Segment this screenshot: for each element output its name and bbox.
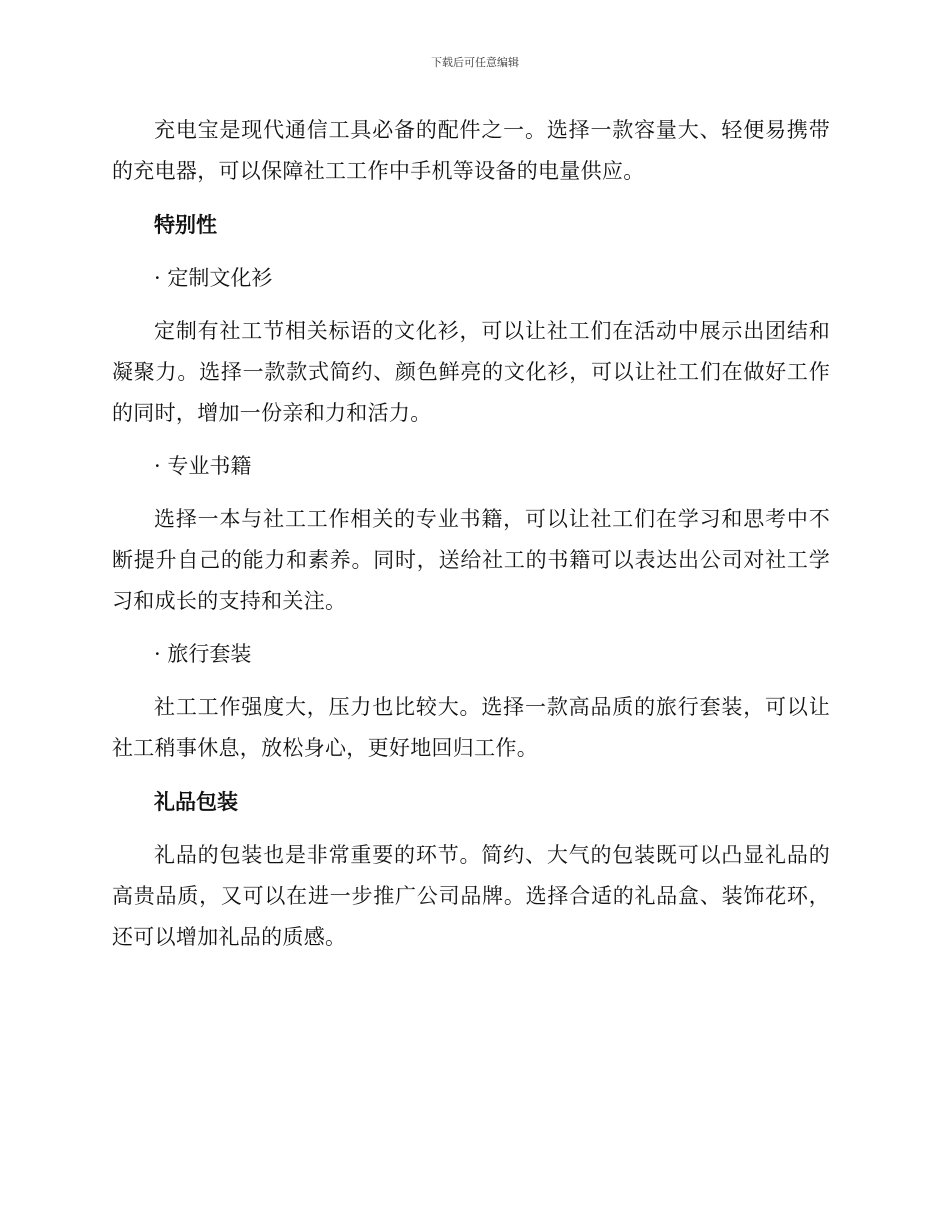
document-body bbox=[112, 110, 830, 958]
paragraph-packaging: 礼品的包装也是非常重要的环节。简约、大气的包装既可以凸显礼品的高贵品质，又可以在进一步推广公司品牌。选择合适的礼品盒、装饰花环，还可以增加礼品的质感。 bbox=[112, 843, 830, 949]
bullet-culture-shirt: · 定制文化衫 bbox=[154, 266, 273, 290]
paragraph-culture-shirt: 定制有社工节相关标语的文化衫，可以让社工们在活动中展示出团结和凝聚力。选择一款款式简约、颜色鲜亮的文化衫，可以让社工们在做好工作的同时，增加一份亲和力和活力。 bbox=[112, 319, 830, 425]
section-heading-packaging: 礼品包装 bbox=[154, 790, 238, 814]
paragraph-travel-kit: 社工工作强度大，压力也比较大。选择一款高品质的旅行套装，可以让社工稍事休息，放松身心，更好地回归工作。 bbox=[112, 695, 830, 760]
paragraph-power-bank: 充电宝是现代通信工具必备的配件之一。选择一款容量大、轻便易携带的充电器，可以保障社工工作中手机等设备的电量供应。 bbox=[112, 118, 830, 183]
bullet-travel-kit: · 旅行套装 bbox=[154, 642, 252, 666]
section-heading-special: 特别性 bbox=[154, 213, 217, 237]
header-note: 下载后可任意编辑 bbox=[431, 56, 519, 69]
paragraph-professional-books: 选择一本与社工工作相关的专业书籍，可以让社工们在学习和思考中不断提升自己的能力和素养。同时，送给社工的书籍可以表达出公司对社工学习和成长的支持和关注。 bbox=[112, 507, 830, 613]
bullet-professional-books: · 专业书籍 bbox=[154, 454, 252, 478]
